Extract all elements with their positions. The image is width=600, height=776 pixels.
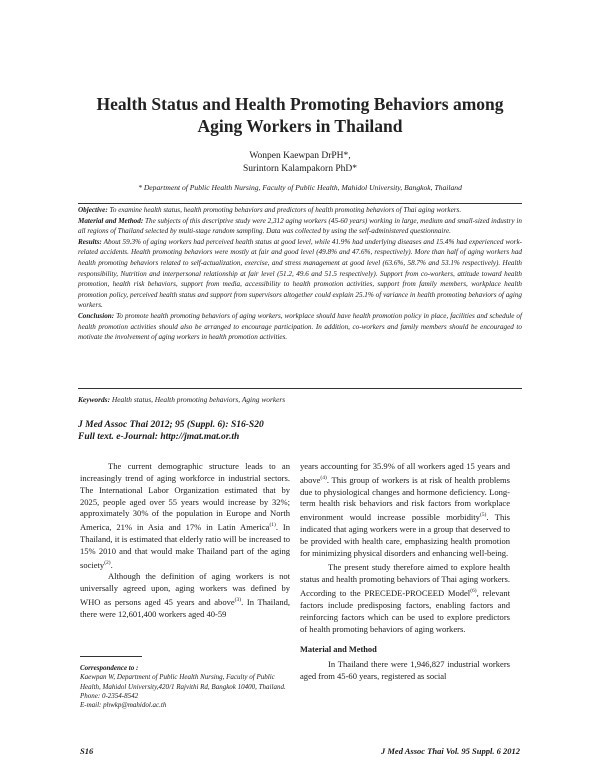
- methods-label: Material and Method:: [78, 216, 144, 225]
- correspondence-phone: Phone: 0-2354-8542: [80, 691, 139, 700]
- correspondence-email: E-mail: phwkp@mahidol.ac.th: [80, 701, 167, 710]
- ref-3: (3): [234, 596, 242, 603]
- abstract-top-rule: [78, 203, 522, 204]
- objective-label: Objective:: [78, 206, 108, 214]
- author-2: Surintorn Kalampakorn PhD*: [243, 164, 357, 174]
- ref-1: (1): [269, 522, 276, 529]
- intro-paragraph-2: [80, 571, 290, 620]
- intro-paragraph-2-cont: [300, 461, 510, 559]
- correspondence-label: [80, 664, 290, 673]
- paper-title: [60, 93, 540, 137]
- ref-5: (5): [479, 512, 487, 519]
- conclusion-label: Conclusion:: [78, 311, 115, 320]
- author-1: Wonpen Kaewpan DrPH*,: [249, 151, 351, 161]
- affiliation: * Department of Public Health Nursing, Faculty of Public Health, Mahidol University, Bangkok, Thailand: [138, 183, 462, 192]
- conclusion-text: To promote health promoting behaviors of aging workers, workplace should have health promotion policy in place, facilities and schedule of health promotion activities should also be arranged to encourage participation. In addition, co-workers and family members should be encouraged to motivate the involvement of aging workers in health promotion activities.: [78, 311, 522, 342]
- text-run: .: [110, 559, 113, 570]
- abstract-objective: [78, 205, 522, 216]
- ref-6: (6): [470, 588, 477, 595]
- objective-text: To examine health status, health promoting behaviors and predictors of health promoting behaviors of Thai aging workers.: [107, 206, 462, 214]
- keywords: [78, 395, 522, 404]
- intro-paragraph-3: [300, 562, 510, 635]
- text-run: , relevant factors include predisposing factors, enabling factors and reinforcing factors which can be used to explore predictors of health promoting behaviors of aging workers.: [300, 587, 510, 634]
- abstract-results: [78, 237, 522, 311]
- text-run: . In Thailand, there were 12,601,400 workers aged 40-59: [80, 596, 291, 619]
- correspondence-rule: [80, 656, 142, 657]
- text-run: The present study therefore aimed to explore health status and health promoting behaviors of Thai aging workers. According to the PRECEDE-PROCEED Model: [300, 562, 510, 598]
- section-heading-methods: Material and Method: [300, 645, 377, 655]
- title-line-1: Health Status and Health Promoting Behaviors among: [96, 94, 504, 114]
- text-run: . This indicated that aging workers were in a group that deserved to be provided with health care, emphasizing health promotion for minimizing physical disorders and enhancing well-being.: [300, 512, 510, 558]
- methods-paragraph-1: In Thailand there were 1,946,827 industrial workers aged from 45-60 years, registered as social: [300, 659, 510, 682]
- results-label: Results:: [78, 237, 102, 246]
- keywords-label: Keywords:: [78, 395, 111, 404]
- page-number: S16: [80, 746, 94, 756]
- left-column: [80, 461, 290, 621]
- text-run: years accounting for 35.9% of all workers aged 15 years and above: [300, 461, 510, 485]
- text-run: . In Thailand, it is estimated that elderly ratio will be increased to 15% 2010 and that would make Thailand part of the aging society: [80, 522, 290, 570]
- keywords-text: Health status, Health promoting behaviors, Aging workers: [110, 395, 286, 404]
- correspondence: [80, 664, 290, 710]
- methods-text: The subjects of this descriptive study were 2,312 aging workers (45-60 years) working in large, medium and small-sized industry in all regions of Thailand selected by multi-stage random sampling. Data was collected by using the self-administered questionnaire.: [78, 216, 522, 236]
- text-run: The current demographic structure leads to an increasingly trend of aging workforce in industrial sectors. The International Labor Organization estimated that by 2025, people aged over 55 years would increase by 32%; approximately 30% of the population in Europe and North America, 21% in Asia and 17% in Latin America: [80, 461, 290, 533]
- ref-4: (4): [320, 474, 327, 481]
- citation: [78, 419, 522, 443]
- ref-2: (2): [104, 559, 111, 566]
- correspondence-label-text: Correspondence to :: [80, 664, 139, 672]
- text-run: . This group of workers is at risk of health problems due to physiological changes and hormone deficiency. Long-term health risk behaviors and risk factors from workplace environment would increase possible morbidity: [300, 474, 510, 523]
- citation-journal: J Med Assoc Thai 2012; 95 (Suppl. 6): S16-S20: [78, 420, 264, 430]
- abstract: [78, 205, 522, 343]
- abstract-conclusion: [78, 311, 522, 343]
- citation-fulltext: Full text. e-Journal: http://jmat.mat.or.th: [78, 432, 240, 442]
- running-footer: J Med Assoc Thai Vol. 95 Suppl. 6 2012: [380, 746, 520, 756]
- results-text: About 59.3% of aging workers had perceived health status at good level, while 41.9% had underlying diseases and 15.4% had experienced work-related accidents. Health promoting behaviors were mostly at fair and good level (49.8% and 47.6%, respectively). More than half of aging workers had health promoting behaviors related to self-actualization, exercise, and stress management at good level (63.6%, 58.7% and 53.1% respectively). Health responsibility, Nutrition and interpersonal relationship at fair level (51.2, 49.6 and 51.5 respectively). Support from co-workers, attitude toward health promotion, health risk behaviors, support from media, accessibility to health promotion activities, support from family members, workplace health promotion policy, perceived health status and support from supervisors altogether could explain 25.1% of variance in health promoting behaviors of aging workers.: [78, 237, 522, 310]
- title-line-2: Aging Workers in Thailand: [197, 116, 403, 136]
- author-list: [0, 150, 600, 176]
- text-run: Although the definition of aging workers is not universally agreed upon, aging workers was defined by WHO as persons aged 45 years and above: [80, 571, 290, 607]
- correspondence-address: Kaewpan W, Department of Public Health Nursing, Faculty of Public Health, Mahidol University,420/1 Rajvithi Rd, Bangkok 10400, Thailand.: [80, 673, 286, 691]
- right-column: [300, 461, 510, 683]
- abstract-methods: [78, 216, 522, 237]
- abstract-bottom-rule: [78, 388, 522, 389]
- intro-paragraph-1: [80, 461, 290, 571]
